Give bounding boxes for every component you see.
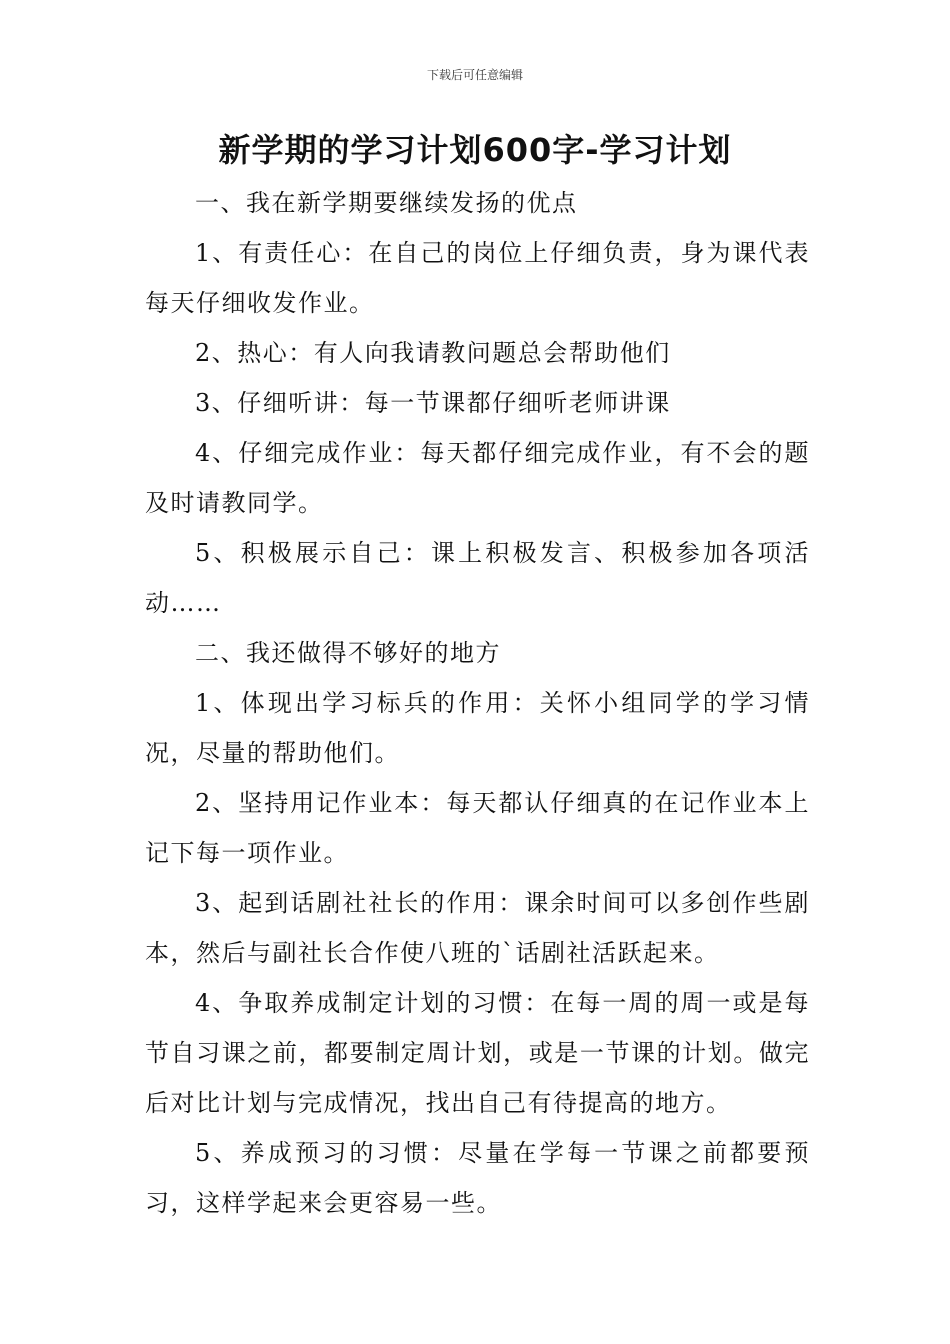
paragraph-strength-1: 1、有责任心：在自己的岗位上仔细负责，身为课代表每天仔细收发作业。	[145, 239, 810, 317]
document-body	[145, 178, 810, 1228]
section-heading-improvements: 二、我还做得不够好的地方	[195, 639, 501, 667]
document-title: 新学期的学习计划600字-学习计划	[218, 131, 732, 169]
section-heading-strengths: 一、我在新学期要继续发扬的优点	[195, 189, 578, 217]
paragraph-strength-4: 4、仔细完成作业：每天都仔细完成作业，有不会的题及时请教同学。	[145, 439, 810, 517]
paragraph-improvement-5: 5、养成预习的习惯：尽量在学每一节课之前都要预习，这样学起来会更容易一些。	[145, 1139, 810, 1217]
paragraph-improvement-4: 4、争取养成制定计划的习惯：在每一周的周一或是每节自习课之前，都要制定周计划，或是一节课的计划。做完后对比计划与完成情况，找出自己有待提高的地方。	[145, 989, 810, 1117]
paragraph-strength-5: 5、积极展示自己：课上积极发言、积极参加各项活动……	[145, 539, 810, 617]
header-note: 下载后可任意编辑	[426, 68, 523, 82]
paragraph-improvement-3: 3、起到话剧社社长的作用：课余时间可以多创作些剧本，然后与副社长合作使八班的`话剧社活跃起来。	[145, 889, 810, 967]
paragraph-strength-3: 3、仔细听讲：每一节课都仔细听老师讲课	[195, 389, 671, 417]
paragraph-improvement-2: 2、坚持用记作业本：每天都认仔细真的在记作业本上记下每一项作业。	[145, 789, 810, 867]
paragraph-strength-2: 2、热心：有人向我请教问题总会帮助他们	[195, 339, 671, 367]
paragraph-improvement-1: 1、体现出学习标兵的作用：关怀小组同学的学习情况，尽量的帮助他们。	[145, 689, 810, 767]
